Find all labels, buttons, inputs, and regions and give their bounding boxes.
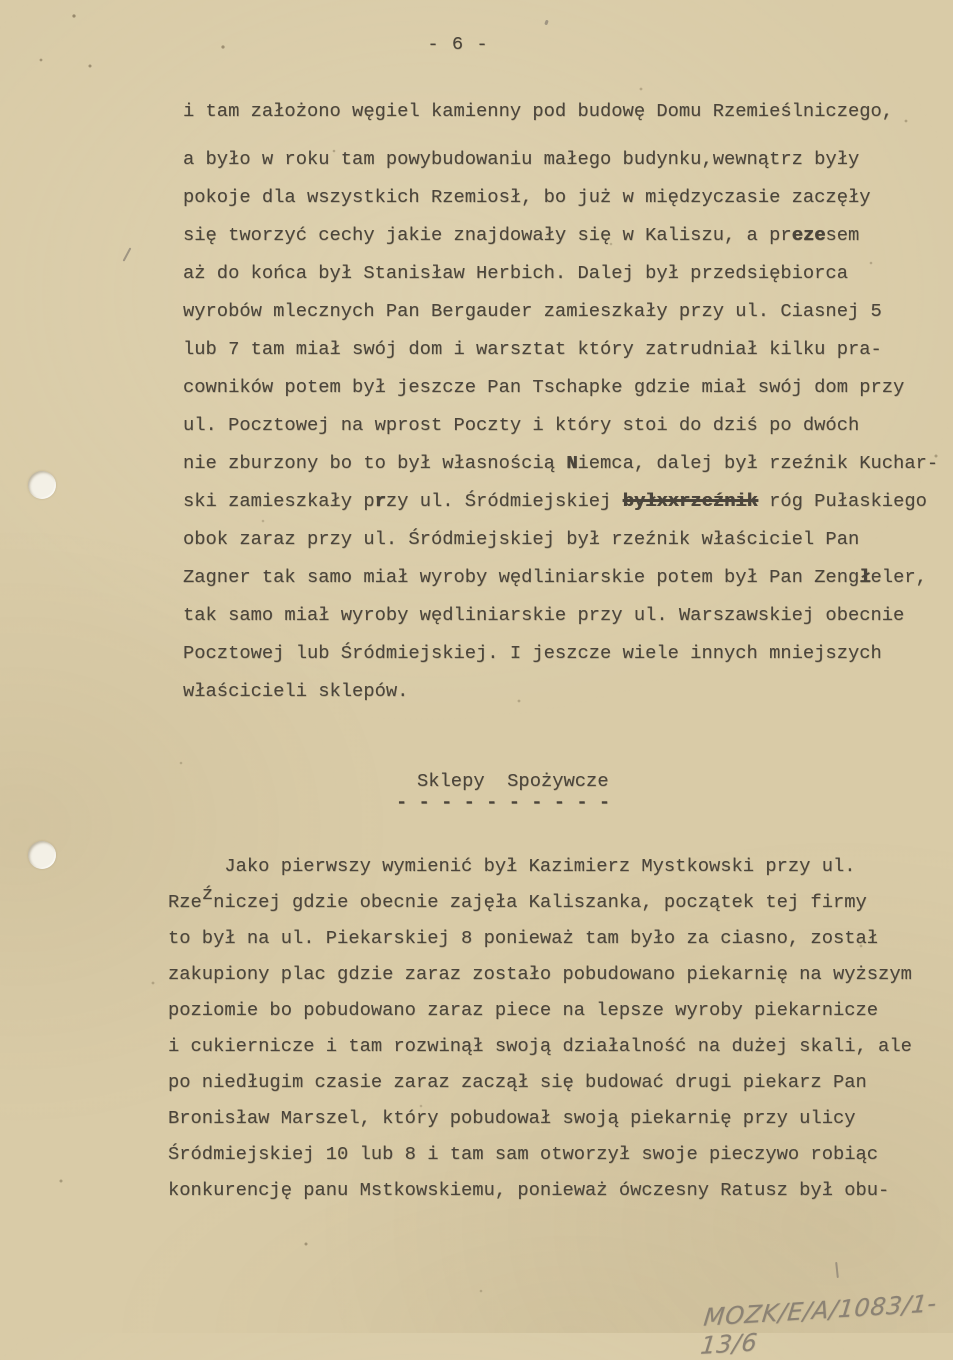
typed-line (183, 520, 938, 558)
typed-segment-strike: byłxxrzeźnik (622, 490, 758, 512)
typed-segment: lub 7 tam miał swój dom i warsztat który zatrudniał kilku pra- (183, 338, 882, 360)
typed-segment: tak samo miał wyroby wędliniarskie przy ul. Warszawskiej obecnie (183, 604, 905, 626)
typed-segment: Bronisław Marszel, który pobudował swoją piekarnię przy ulicy (168, 1107, 856, 1129)
typed-line (183, 92, 938, 130)
typed-segment: i cukiernicze i tam rozwinął swoją działalność na dużej skali, ale (168, 1035, 912, 1057)
typed-segment: się tworzyć cechy jakie znajdowały się w Kaliszu, a pr (183, 224, 792, 246)
typed-segment: to był na ul. Piekarskiej 8 ponieważ tam było za ciasno, został (168, 927, 879, 949)
typed-segment: Pocztowej lub Śródmiejskiej. I jeszcze wiele innych mniejszych (183, 642, 882, 664)
pencil-mark-dot (544, 20, 549, 26)
typed-segment-bold: ł (859, 566, 871, 588)
typed-segment: a było w roku tam powybudowaniu małego budynku,wewnątrz były (183, 148, 860, 170)
typed-segment: niczej gdzie obecnie zajęła Kaliszanka, początek tej firmy (213, 891, 867, 913)
typed-segment: róg Pułaskiego (757, 490, 927, 512)
typed-line (168, 1028, 912, 1064)
typed-line (183, 330, 938, 368)
typed-line (168, 992, 912, 1028)
typed-segment-bold: N (566, 452, 578, 474)
typed-line (183, 596, 938, 634)
typed-line (183, 140, 938, 178)
typed-segment: zy ul. Śródmiejskiej (385, 490, 623, 512)
typed-line (183, 216, 938, 254)
section-heading-underline: - - - - - - - - - - (396, 791, 611, 813)
typed-line (168, 848, 912, 884)
typed-segment: sem (825, 224, 860, 246)
typed-line (183, 406, 938, 444)
hole-punch-top (28, 471, 56, 499)
typed-segment: poziomie bo pobudowano zaraz piece na lepsze wyroby piekarnicze (168, 999, 879, 1021)
typed-line (168, 1172, 912, 1208)
typed-segment: i tam założono węgiel kamienny pod budowę Domu Rzemieślniczego, (183, 100, 894, 122)
typed-segment: ski zamieszkały p (183, 490, 375, 512)
typed-segment: Jako pierwszy wymienić był Kazimierz Mystkowski przy ul. (168, 855, 856, 877)
section-heading: Sklepy Spożywcze (417, 770, 609, 792)
typed-segment: pokoje dla wszystkich Rzemiosł, bo już w międzyczasie zaczęły (183, 186, 871, 208)
typed-segment: eler, (870, 566, 927, 588)
typed-segment-bold: r (374, 490, 386, 512)
typed-line (168, 1064, 912, 1100)
typed-line (183, 178, 938, 216)
typed-line (168, 1136, 912, 1172)
typed-segment-bold: eze (791, 224, 826, 246)
typed-segment: cowników potem był jeszcze Pan Tschapke gdzie miał swój dom przy (183, 376, 905, 398)
typed-segment: ul. Pocztowej na wprost Poczty i który stoi do dziś po dwóch (183, 414, 860, 436)
typed-segment: właścicieli sklepów. (183, 680, 409, 702)
typed-line (168, 920, 912, 956)
page-number: - 6 - (427, 33, 489, 55)
typed-line (183, 368, 938, 406)
paper-speckles (0, 0, 2, 2)
archive-reference-handwritten: MOZK/E/A/1083/1-13/6 (699, 1289, 939, 1360)
pencil-mark-tick (835, 1262, 839, 1278)
typed-line (183, 482, 938, 520)
typed-line (183, 672, 938, 710)
typed-segment: po niedługim czasie zaraz zaczął się budować drugi piekarz Pan (168, 1071, 867, 1093)
typed-line (168, 884, 912, 920)
typed-segment: nie zburzony bo to był własnością (183, 452, 567, 474)
typed-segment: wyrobów mlecznych Pan Bergauder zamieszkały przy ul. Ciasnej 5 (183, 300, 882, 322)
typed-line (183, 558, 938, 596)
typed-line (168, 956, 912, 992)
typed-segment: obok zaraz przy ul. Śródmiejskiej był rzeźnik właściciel Pan (183, 528, 860, 550)
typed-segment: konkurencję panu Mstkowskiemu, ponieważ ówczesny Ratusz był obu- (168, 1179, 890, 1201)
typed-segment: Zagner tak samo miał wyroby wędliniarskie potem był Pan Zeng (183, 566, 860, 588)
typed-line (183, 254, 938, 292)
pencil-mark-slash (123, 247, 132, 261)
typed-line (183, 634, 938, 672)
typed-line (183, 292, 938, 330)
typed-segment: iemca, dalej był rzeźnik Kuchar- (577, 452, 939, 474)
typed-segment: aż do końca był Stanisław Herbich. Dalej był przedsiębiorca (183, 262, 848, 284)
typed-segment-sup: ź (201, 883, 214, 905)
typed-segment: Śródmiejskiej 10 lub 8 i tam sam otworzył swoje pieczywo robiąc (168, 1143, 879, 1165)
typed-paragraph-trades (183, 92, 938, 710)
typed-line (168, 1100, 912, 1136)
typed-paragraph-grocery-shops (168, 848, 912, 1208)
typed-segment: zakupiony plac gdzie zaraz zostało pobudowano piekarnię na wyższym (168, 963, 912, 985)
typed-segment: Rze (168, 891, 202, 913)
hole-punch-bottom (28, 841, 56, 869)
typed-line (183, 444, 938, 482)
